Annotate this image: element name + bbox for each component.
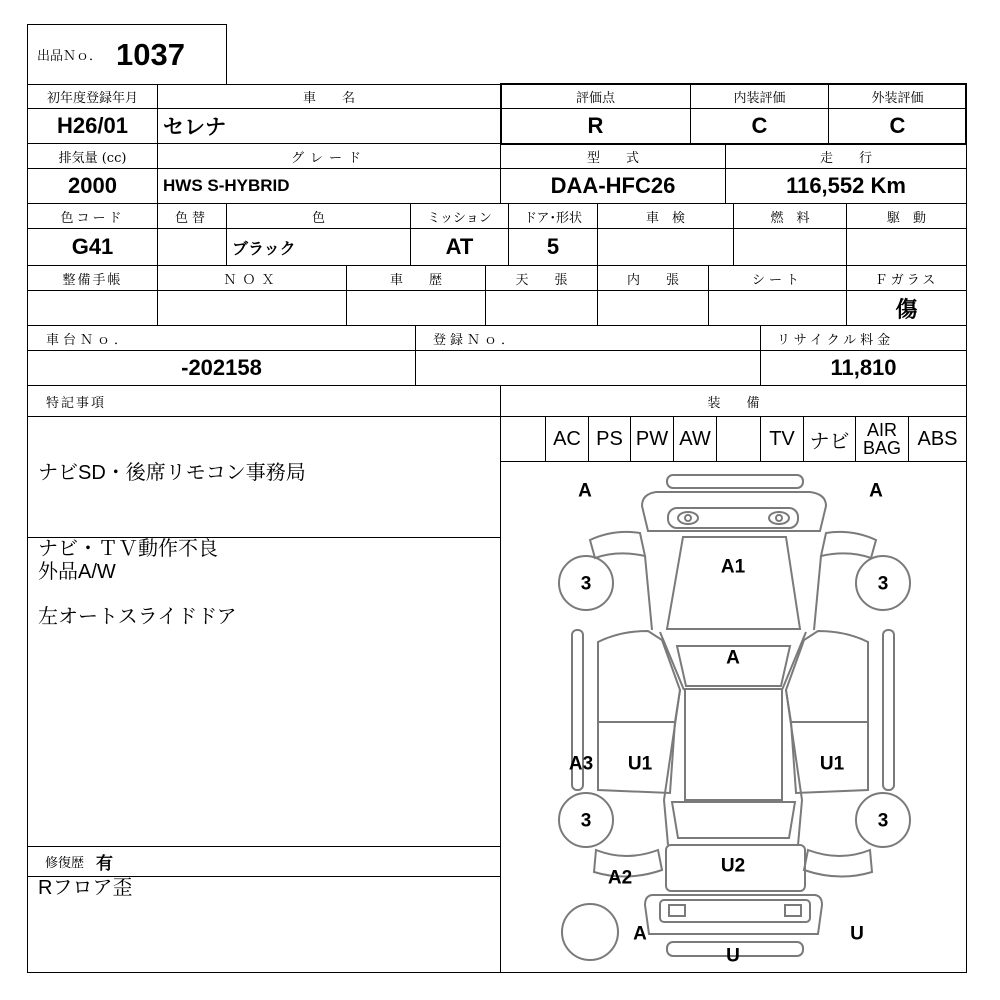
right-taillight (785, 905, 801, 916)
equipment-label: 装 備 (500, 385, 967, 417)
registration-no-value (415, 350, 761, 386)
exterior-grade-value: C (828, 108, 967, 144)
listing-number-label: 出品Ｎｏ． (37, 49, 103, 64)
equipment-tv: TV (760, 416, 804, 462)
car-name-value: セレナ (157, 108, 501, 144)
right-side-step-outline (883, 630, 894, 790)
car-diagram (501, 462, 965, 971)
front-glass-label: Ｆガラス (846, 265, 967, 291)
damage-code-windshield: A (726, 647, 740, 669)
left-front-door-outline (598, 631, 680, 722)
damage-code-left-door: U1 (627, 753, 653, 775)
first-registration-value: H26/01 (27, 108, 158, 144)
rear-panel-outline (660, 900, 810, 922)
equipment-cell-blank (500, 416, 546, 462)
inspection-value (597, 228, 734, 266)
registration-no-label: 登録Ｎｏ． (415, 325, 761, 351)
seat-label: シート (708, 265, 847, 291)
notes-line: 外品A/W (38, 561, 116, 583)
doors-label: ドア･形状 (508, 203, 598, 229)
service-book-label: 整備手帳 (27, 265, 158, 291)
interior-trim-value (597, 290, 709, 326)
equipment-abs: ABS (908, 416, 967, 462)
notes-top-text: ナビSD・後席リモコン事務局 (38, 462, 306, 484)
repair-note-text: Rフロア歪 (38, 877, 133, 899)
damage-code-rear-hatch: U2 (720, 855, 746, 877)
transmission-label: ミッション (410, 203, 509, 229)
damage-code-right-door: U1 (819, 753, 845, 775)
notes-line: 左オートスライドドア (38, 606, 237, 628)
color-value: ブラック (226, 228, 411, 266)
grade-label: グレード (157, 143, 501, 169)
mileage-label: 走 行 (725, 143, 967, 169)
nox-value (157, 290, 347, 326)
interior-trim-label: 内 張 (597, 265, 709, 291)
repair-history-label: 修復歴 (45, 856, 85, 871)
drive-label: 駆 動 (846, 203, 967, 229)
listing-number-box (27, 24, 227, 85)
front-glass-value: 傷 (846, 290, 967, 326)
displacement-value: 2000 (27, 168, 158, 204)
color-change-value (157, 228, 227, 266)
fuel-value (733, 228, 847, 266)
right-front-fender-outline (821, 532, 876, 558)
damage-code-left-side: A3 (568, 753, 594, 775)
tire-mark-left-rear: 3 (580, 810, 592, 832)
equipment-cell-blank (716, 416, 761, 462)
listing-number: 1037 (116, 36, 185, 72)
color-code-value: G41 (27, 228, 158, 266)
notes-line: ナビ・ＴＶ動作不良 (38, 538, 218, 560)
color-change-label: 色替 (157, 203, 227, 229)
right-front-door-outline (786, 631, 868, 722)
chassis-no-label: 車台Ｎｏ． (27, 325, 416, 351)
left-headlight-lens (685, 515, 691, 521)
service-book-value (27, 290, 158, 326)
equipment-ps: PS (588, 416, 631, 462)
history-value (346, 290, 486, 326)
rear-window-outline (672, 802, 795, 838)
equipment-airbag: AIR BAG (855, 416, 909, 462)
tire-mark-left-front: 3 (580, 573, 592, 595)
color-label: 色 (226, 203, 411, 229)
damage-code-front-left: A (578, 480, 592, 502)
nox-label: ＮＯＸ (157, 265, 347, 291)
model-code-value: DAA-HFC26 (500, 168, 726, 204)
damage-code-rear-right: U (850, 923, 864, 945)
equipment-aw: AW (673, 416, 717, 462)
notes-label: 特記事項 (27, 385, 501, 417)
recycle-fee-value: 11,810 (760, 350, 967, 386)
left-headlight (678, 512, 698, 524)
damage-code-rear-left: A (633, 923, 647, 945)
equipment-ac: AC (545, 416, 589, 462)
grade-value: HWS S-HYBRID (157, 168, 501, 204)
grille-outline (668, 508, 798, 528)
headliner-value (485, 290, 598, 326)
front-bumper-top-outline (667, 475, 803, 488)
inspection-label: 車 検 (597, 203, 734, 229)
exterior-grade-label: 外装評価 (828, 84, 967, 109)
spare-tire (562, 904, 618, 960)
right-headlight-lens (776, 515, 782, 521)
damage-code-front-right: A (869, 480, 883, 502)
first-registration-label: 初年度登録年月 (27, 84, 158, 109)
hood-outline (667, 537, 800, 629)
interior-grade-label: 内装評価 (690, 84, 829, 109)
repair-history-row (27, 846, 501, 877)
score-value: R (500, 108, 691, 144)
color-code-label: 色コード (27, 203, 158, 229)
left-taillight (669, 905, 685, 916)
tire-mark-right-rear: 3 (877, 810, 889, 832)
right-rear-fender-outline (804, 850, 872, 877)
equipment-navi: ナビ (803, 416, 856, 462)
damage-code-hood: A1 (720, 556, 746, 578)
damage-code-left-rear-fender: A2 (607, 867, 633, 889)
tire-mark-right-front: 3 (877, 573, 889, 595)
transmission-value: AT (410, 228, 509, 266)
mileage-value: 116,552 Km (725, 168, 967, 204)
interior-grade-value: C (690, 108, 829, 144)
recycle-fee-label: リサイクル料金 (760, 325, 967, 351)
right-headlight (769, 512, 789, 524)
seat-value (708, 290, 847, 326)
doors-value: 5 (508, 228, 598, 266)
displacement-label: 排気量 (cc) (27, 143, 158, 169)
repair-history-value: 有 (96, 854, 114, 873)
equipment-pw: PW (630, 416, 674, 462)
model-code-label: 型 式 (500, 143, 726, 169)
score-label: 評価点 (500, 84, 691, 109)
chassis-no-value: -202158 (27, 350, 416, 386)
history-label: 車 歴 (346, 265, 486, 291)
damage-code-rear-bumper: U (726, 945, 740, 967)
left-front-fender-outline (590, 532, 645, 558)
roof-outline (685, 689, 782, 800)
headliner-label: 天 張 (485, 265, 598, 291)
drive-value (846, 228, 967, 266)
car-name-label: 車 名 (157, 84, 501, 109)
fuel-label: 燃 料 (733, 203, 847, 229)
